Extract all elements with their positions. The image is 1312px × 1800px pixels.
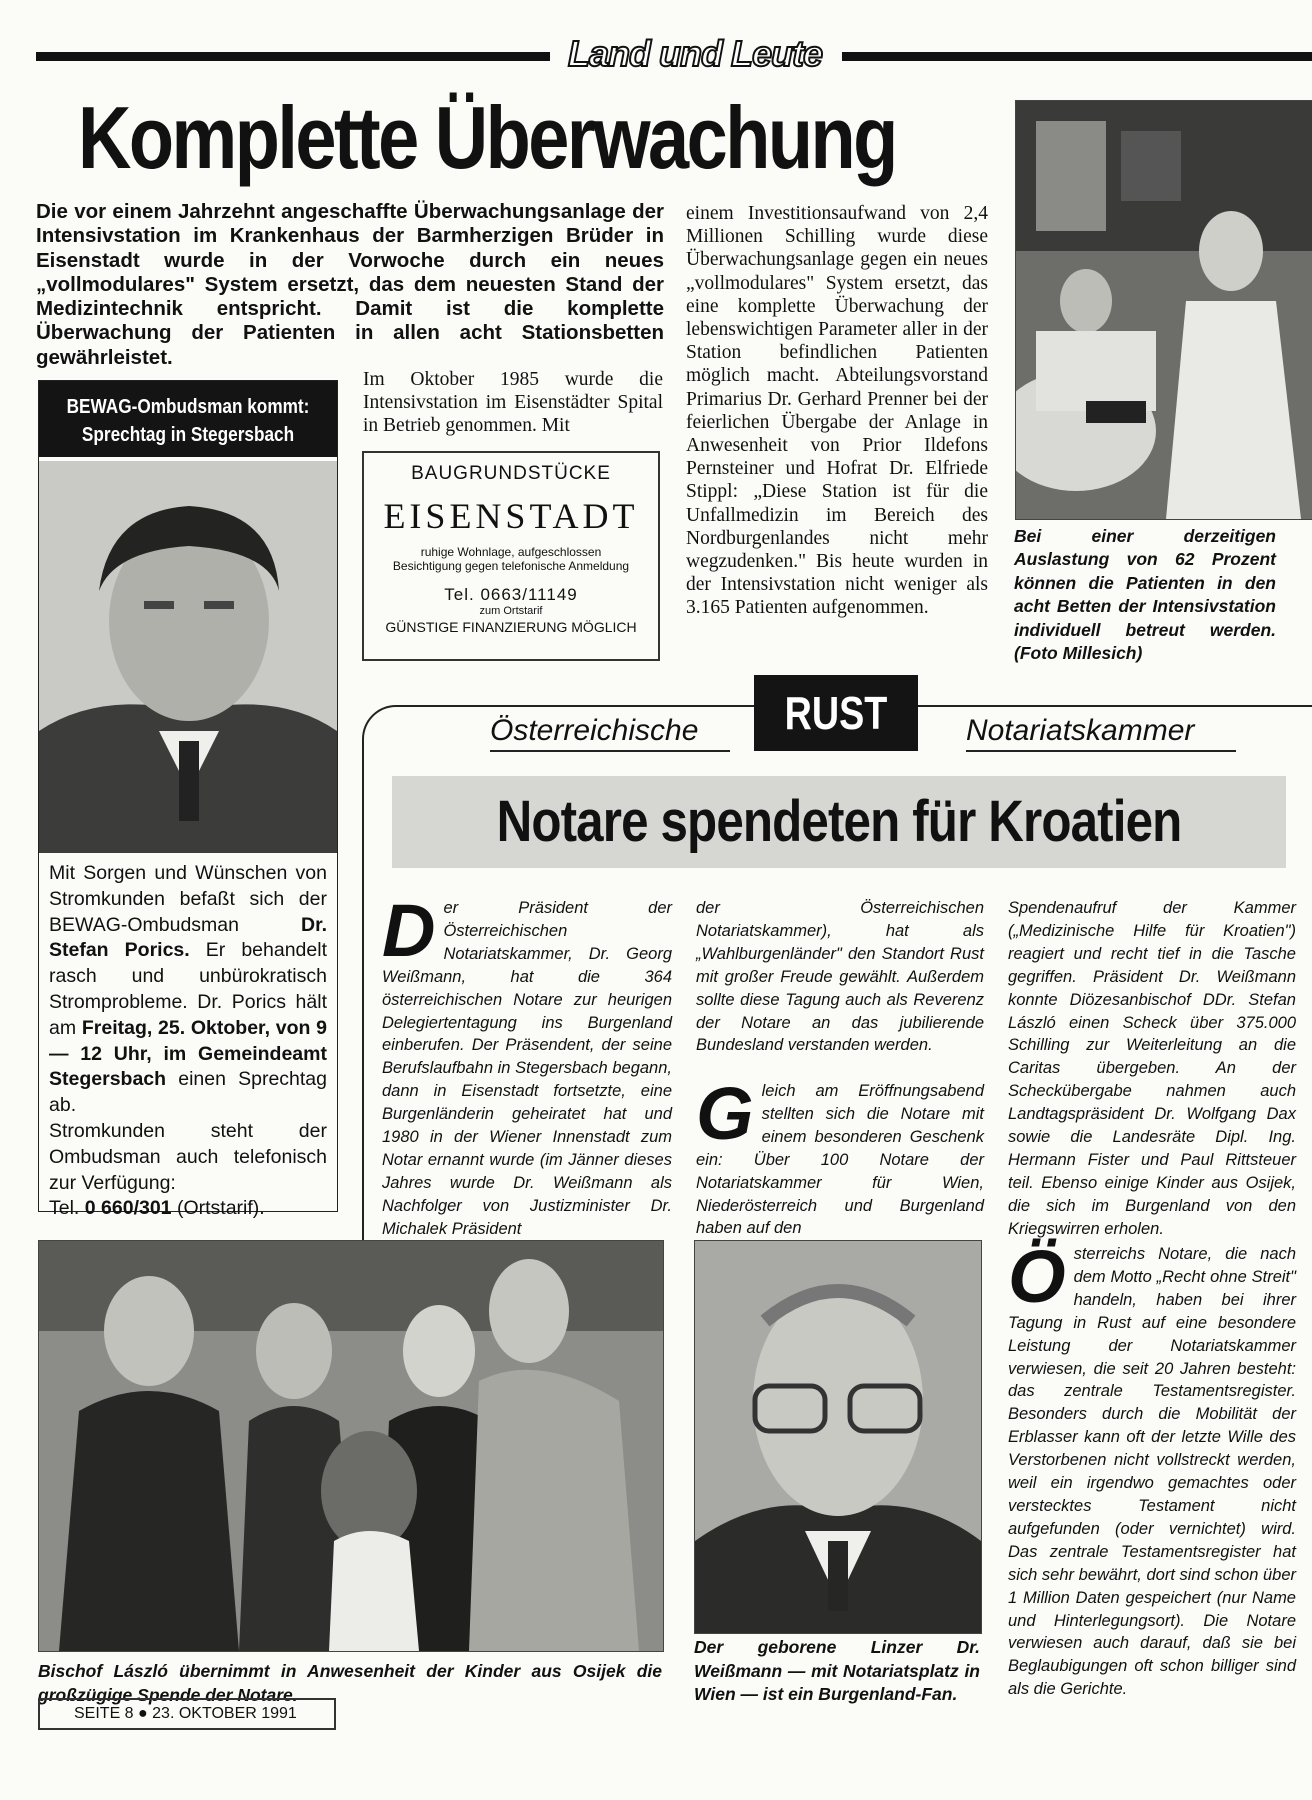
kicker-right: Notariatskammer xyxy=(966,712,1236,752)
sidebar-header xyxy=(39,381,337,457)
sidebar-text xyxy=(39,853,337,1119)
donation-group-photo xyxy=(38,1240,664,1652)
kicker-left: Österreichische xyxy=(490,712,730,752)
article-2-paragraph-3: Gleich am Eröffnungsabend stellten sich die Notare mit einem besonderen Geschenk ein: Über 100 Notare der Notariatskammer für Wien, Niederösterreich und Burgenland haben auf den xyxy=(696,1072,984,1238)
page-footer xyxy=(38,1698,336,1730)
article-1-lead: Die vor einem Jahrzehnt angeschaffte Überwachungsanlage der Intensivstation im Krankenhaus der Barmherzigen Brüder in Eisenstadt wurde in der Vorwoche durch ein neues „vollmodulares" System ersetzt, das dem neuesten Stand der Medizintechnik entspricht. Damit ist die komplette Überwachung der Patienten in allen acht Stationsbetten gewährleistet. xyxy=(36,200,664,369)
sidebar-phone-number: 0 660/301 xyxy=(84,1197,172,1220)
ad-description: ruhige Wohnlage, aufgeschlossen xyxy=(420,545,602,559)
article-2-paragraph-5: Österreichs Notare, die nach dem Motto „Recht ohne Streit" handeln, haben bei ihrer Tagung in Rust auf eine besondere Leistung der Notariatskammer verwiesen, die seit 20 Jahren besteht: das zentrale Testamentsregister. Besonders durch die Mobilität der Erblasser kann oft der letzte Wille des Verstorbenen nicht vollstreckt werden, weil ein irgendwo gemachtes oder verstecktes Testament nicht aufgefunden (oder vernichtet) wird. Das zentrale Testamentsregister hat sich sehr bewährt, dort sind schon über 1 Million Daten gespeichert (nur Name und Hinterlegungsort). Die Notare verwiesen auch darauf, daß sie bei Beglaubigungen oft schon billiger sind als die Gerichte. xyxy=(1008,1235,1296,1699)
section-logo: Land und Leute xyxy=(568,33,822,74)
top-rule-left xyxy=(36,52,550,61)
sidebar-text-end: einen Sprechtag ab. xyxy=(49,1068,327,1117)
hospital-photo xyxy=(1015,100,1312,520)
ombudsman-portrait xyxy=(39,461,337,853)
weissmann-portrait xyxy=(694,1240,982,1634)
article-2-paragraph-4: Spendenaufruf der Kammer („Medizinische Hilfe für Kroatien") reagiert und recht tief in die Tasche gegriffen. Präsident Dr. Weißmann konnte Diözesanbischof DDr. Stefan László einen Scheck über 375.000 Schilling zur Weiterleitung an die Caritas übergeben. An der Scheckübergabe nahmen auch Landtagspräsident Dr. Wolfgang Dax sowie die Landesräte Dipl. Ing. Hermann Fister und Paul Rittsteuer teil. Ebenso einige Kinder aus Osijek, die sich im Burgenland von den Kriegswirren erholen. xyxy=(1008,899,1296,1238)
bullet-icon: ● xyxy=(138,1705,148,1722)
donation-group-photo-image xyxy=(39,1241,663,1651)
hospital-photo-caption: Bei einer derzeitigen Auslastung von 62 Prozent können die Patienten in den acht Betten der Intensivstation individuell betreut werden. (Foto Millesich) xyxy=(1014,526,1276,664)
top-rule-right xyxy=(842,52,1312,61)
ad-tarif: zum Ortstarif xyxy=(479,605,543,617)
group-photo-caption: Bischof László übernimmt in Anwesenheit der Kinder aus Osijek die großzügige Spende der Notare. xyxy=(38,1661,662,1705)
page-number: SEITE 8 xyxy=(74,1705,134,1722)
ad-heading: BAUGRUNDSTÜCKE xyxy=(411,463,611,484)
article-1-body-col2: einem Investitionsaufwand von 2,4 Millionen Schilling wurde diese Überwachungsanlage gegen ein neues „vollmodulares" System ersetzt, das eine komplette Überwachung der lebenswichtigen Parameter aller in der Station befindlichen Patienten möglich macht. Abteilungsvorstand Primarius Dr. Gerhard Prenner bei der feierlichen Übergabe der Anlage in Anwesenheit von Prior Ildefons Pernsteiner und Hofrat Dr. Elfriede Stippl: „Diese Station ist für die Unfallmedizin im Bereich des Nordburgenlandes nicht mehr wegzudenken." Bis heute wurden in der Intensivstation nicht weniger als 3.165 Patienten aufgenommen. xyxy=(686,203,988,619)
ad-phone: Tel. 0663/11149 xyxy=(444,585,578,604)
ad-financing: GÜNSTIGE FINANZIERUNG MÖGLICH xyxy=(385,619,637,635)
ad-city: EISENSTADT xyxy=(383,496,639,536)
article-2-paragraph-2: der Österreichischen Notariatskammer), hat als „Wahlburgenländer" den Standort Rust mit großer Freude gewählt. Außerdem sollte diese Tagung auch als Reverenz der Notare an das jubilierende Bundesland verstanden werden. xyxy=(696,899,984,1055)
weissmann-portrait-image xyxy=(695,1241,981,1633)
ad-visit-note: Besichtigung gegen telefonische Anmeldung xyxy=(392,559,630,573)
hospital-photo-image xyxy=(1016,101,1312,519)
sidebar-text-appointment: Freitag, 25. Oktober, von 9 — 12 Uhr, im Gemeindeamt Stegersbach xyxy=(49,1016,327,1091)
sidebar-phone-text xyxy=(39,1119,337,1222)
sidebar-text-middle: Er behandelt rasch und unbürokratisch Stromprobleme. Dr. Porics hält am xyxy=(49,939,327,1039)
sidebar-text-name: Dr. Stefan Porics. xyxy=(49,913,327,962)
portrait-caption: Der geborene Linzer Dr. Weißmann — mit Notariatsplatz in Wien — ist ein Burgenland-Fan. xyxy=(694,1637,980,1704)
sidebar-phone-label: Tel. xyxy=(49,1197,85,1220)
article-1-body-col1: Im Oktober 1985 wurde die Intensivstation im Eisenstädter Spital in Betrieb genommen. Mit xyxy=(363,369,663,437)
sidebar-subtitle: Sprechtag in Stegersbach xyxy=(81,424,295,446)
sidebar-phone-intro: Stromkunden steht der Ombudsman auch telefonisch zur Verfügung: xyxy=(49,1119,327,1194)
sidebar-phone-note: (Ortstarif). xyxy=(171,1197,265,1220)
headline-article-2: Notare spendeten für Kroatien xyxy=(496,789,1182,854)
issue-date: 23. OKTOBER 1991 xyxy=(152,1705,297,1722)
real-estate-ad xyxy=(362,451,660,661)
article-2-paragraph-1: Der Präsident der Österreichischen Notariatskammer, Dr. Georg Weißmann, hat die 364 österreichischen Notare zur heurigen Delegiertentagung ins Burgenland einberufen. Der Präsendent, der seine Berufslaufbahn in Stegersbach begann, dann in Eisenstadt fortsetzte, eine Burgenländerin geheiratet hat und 1980 in der Wiener Innenstadt zum Notar ernannt wurde (im Jänner dieses Jahres wurde Dr. Weißmann als Nachfolger von Justizminister Dr. Michalek Präsident xyxy=(382,889,672,1238)
location-label: RUST xyxy=(784,687,888,739)
sidebar-title: BEWAG-Ombudsman kommt: xyxy=(66,396,310,418)
bewag-sidebar xyxy=(38,380,338,1220)
headline-article-1: Komplette Überwachung xyxy=(78,88,896,187)
ombudsman-portrait-image xyxy=(39,461,337,853)
sidebar-text-intro: Mit Sorgen und Wünschen von Stromkunden befaßt sich der BEWAG-Ombudsman xyxy=(49,862,327,936)
